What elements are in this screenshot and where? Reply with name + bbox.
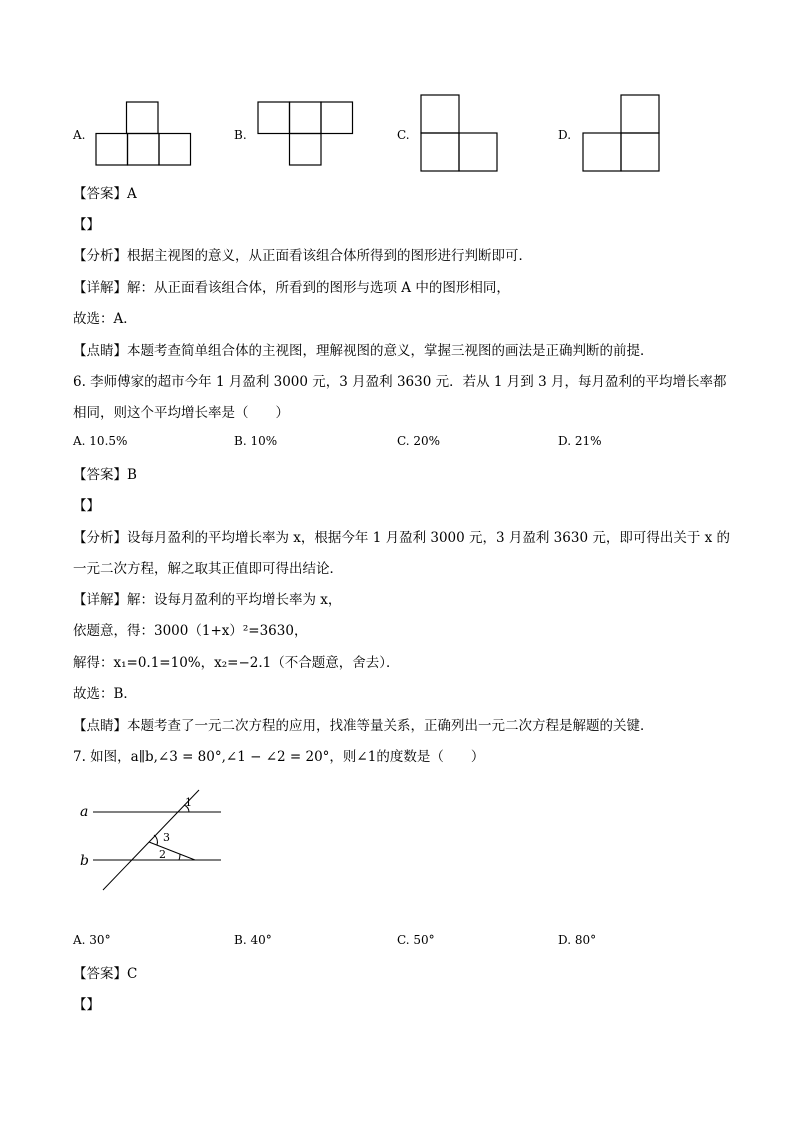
q7-stem: 7. 如图，a∥b,∠3 = 80°,∠1 − ∠2 = 20°，则∠1的度数是（ ） bbox=[73, 749, 485, 765]
inverted-t-shape-icon bbox=[257, 101, 354, 166]
q7-answer: 【答案】C bbox=[73, 966, 138, 982]
q5-blank-bracket: 【】 bbox=[73, 217, 100, 233]
q5-detail: 【详解】解：从正面看该组合体，所看到的图形与选项 A 中的图形相同， bbox=[73, 280, 510, 296]
l-shape-icon bbox=[420, 94, 500, 172]
q7-option-d: D. 80° bbox=[558, 933, 597, 947]
q5-option-d-label: D. bbox=[558, 128, 572, 142]
reverse-l-shape-icon bbox=[582, 94, 662, 172]
q5-option-a-label: A. bbox=[73, 128, 86, 142]
angle-2-label: 2 bbox=[159, 848, 166, 861]
q6-analysis-line2: 一元二次方程，解之取其正值即可得出结论． bbox=[73, 561, 343, 577]
q5-answer: 【答案】A bbox=[73, 186, 137, 202]
q6-answer: 【答案】B bbox=[73, 467, 137, 483]
t-shape-icon bbox=[95, 101, 192, 166]
q5-choose: 故选：A． bbox=[73, 311, 137, 327]
q6-option-c: C. 20% bbox=[397, 434, 441, 448]
q5-analysis: 【分析】根据主视图的意义，从正面看该组合体所得到的图形进行判断即可． bbox=[73, 248, 532, 264]
q6-option-a: A. 10.5% bbox=[73, 434, 128, 448]
q6-choose: 故选：B． bbox=[73, 686, 137, 702]
q6-option-b: B. 10% bbox=[234, 434, 278, 448]
line-b-label: b bbox=[80, 853, 89, 869]
q6-solution: 解得：x₁=0.1=10%，x₂=−2.1（不合题意，舍去）． bbox=[73, 655, 400, 671]
angle-2-arc bbox=[179, 854, 180, 860]
q6-equation: 依题意，得：3000（1+x）²=3630， bbox=[73, 623, 308, 639]
q6-stem-line2: 相同，则这个平均增长率是（ ） bbox=[73, 405, 289, 421]
q6-comment: 【点睛】本题考查了一元二次方程的应用，找准等量关系，正确列出一元二次方程是解题的关键． bbox=[73, 718, 654, 734]
q6-option-d: D. 21% bbox=[558, 434, 602, 448]
angle-1-label: 1 bbox=[185, 796, 192, 809]
q6-blank-bracket: 【】 bbox=[73, 498, 100, 514]
q6-analysis-line1: 【分析】设每月盈利的平均增长率为 x，根据今年 1 月盈利 3000 元，3 月盈利 3630 元，即可得出关于 x 的 bbox=[73, 530, 731, 546]
q7-blank-bracket: 【】 bbox=[73, 997, 100, 1013]
line-a-label: a bbox=[80, 804, 89, 820]
q6-detail: 【详解】解：设每月盈利的平均增长率为 x， bbox=[73, 592, 342, 608]
q7-option-a: A. 30° bbox=[73, 933, 111, 947]
q7-option-b: B. 40° bbox=[234, 933, 272, 947]
q5-comment: 【点睛】本题考查简单组合体的主视图，理解视图的意义，掌握三视图的画法是正确判断的前提． bbox=[73, 343, 654, 359]
angle-3-label: 3 bbox=[163, 831, 170, 844]
q5-option-b-label: B. bbox=[234, 128, 247, 142]
parallel-lines-figure bbox=[75, 788, 235, 898]
slanted-segment bbox=[149, 842, 195, 860]
q7-option-c: C. 50° bbox=[397, 933, 435, 947]
q6-stem-line1: 6. 李师傅家的超市今年 1 月盈利 3000 元，3 月盈利 3630 元．若从 1 月到 3 月，每月盈利的平均增长率都 bbox=[73, 374, 727, 390]
q5-option-c-label: C. bbox=[397, 128, 410, 142]
